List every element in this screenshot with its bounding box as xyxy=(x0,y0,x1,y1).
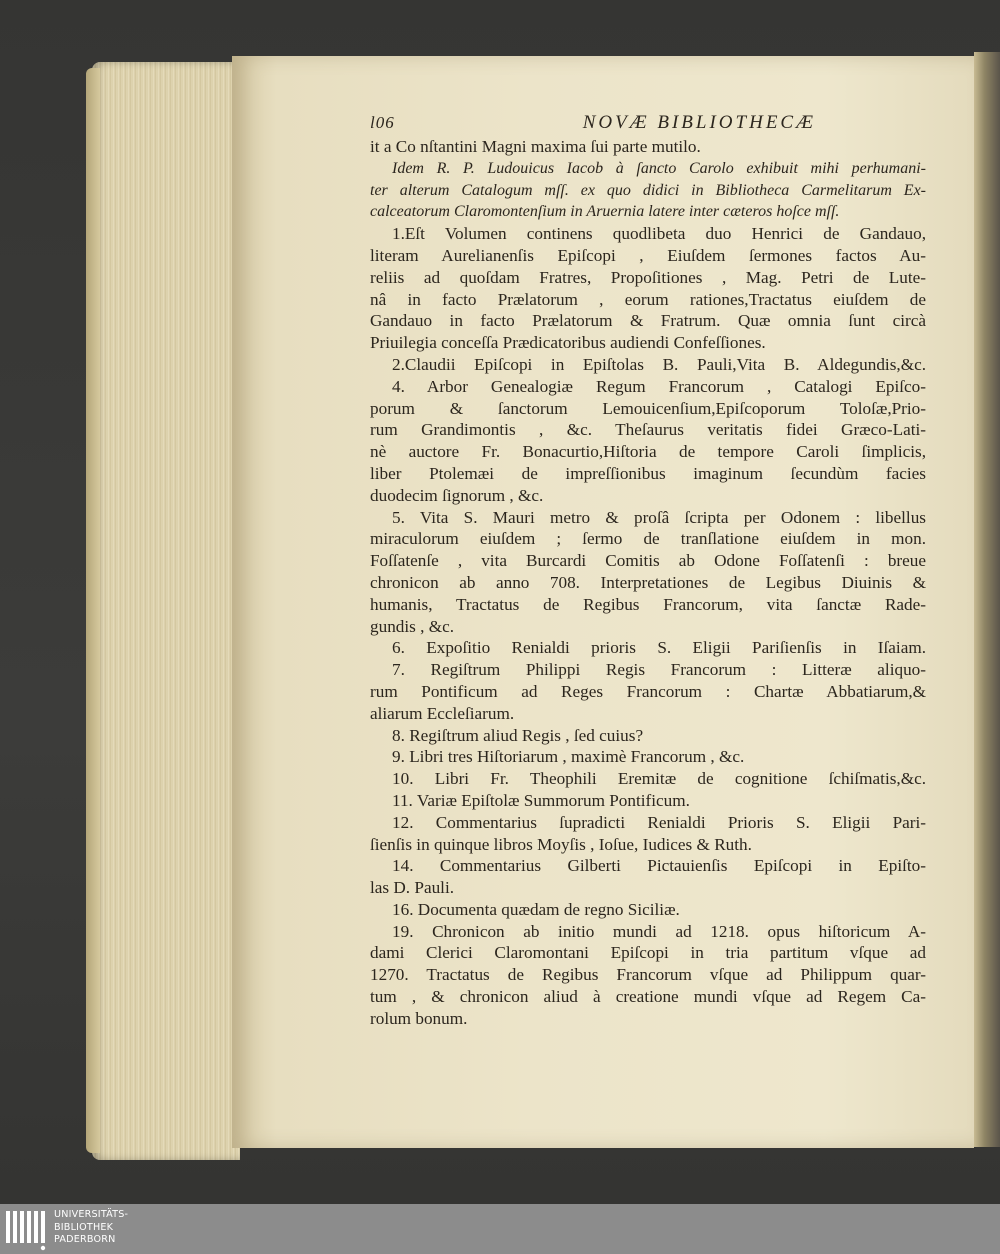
text-line: 9. Libri tres Hiſtoriarum , maximè Francorum , &c. xyxy=(392,747,745,767)
text-lines xyxy=(370,136,926,1030)
text-line: ſienſis in quinque libros Moyſis , Ioſue, Iudices & Ruth. xyxy=(370,834,752,854)
text-line: ter alterum Catalogum mſſ. ex quo didici in Bibliotheca Carmelitarum Ex- xyxy=(370,181,926,199)
text-line: calceatorum Claromontenſium in Aruernia latere inter cæteros hoſce mſſ. xyxy=(370,203,840,221)
running-head: NOVÆ BIBLIOTHECÆ xyxy=(582,112,816,133)
text-line: 2.Claudii Epiſcopi in Epiſtolas B. Pauli,Vita B. Aldegundis,&c. xyxy=(392,354,926,374)
text-line: literam Aurelianenſis Epiſcopi , Eiuſdem ſermones factos Au- xyxy=(370,245,926,265)
text-line: 19. Chronicon ab initio mundi ad 1218. opus hiſtoricum A- xyxy=(392,921,926,941)
library-footer-bar xyxy=(0,1204,1000,1254)
text-line: Foſſatenſe , vita Burcardi Comitis ab Odone Foſſatenſi : breue xyxy=(370,551,926,571)
text-line: gundis , &c. xyxy=(370,616,455,636)
text-line: rum Grandimontis , &c. Theſaurus veritatis fidei Græco-Lati- xyxy=(370,420,926,440)
page-number: Ɩ06 xyxy=(370,113,395,132)
text-line: liber Ptolemæi de impreſſionibus imaginum ſecundùm facies xyxy=(370,463,926,483)
text-line: it a Co nſtantini Magni maxima ſui parte mutilo. xyxy=(370,137,701,156)
text-line: 16. Documenta quædam de regno Siciliæ. xyxy=(392,899,680,919)
text-line: reliis ad quoſdam Fratres, Propoſitiones , Mag. Petri de Lute- xyxy=(370,267,926,287)
text-line: 11. Variæ Epiſtolæ Summorum Pontificum. xyxy=(392,790,690,810)
text-line: Gandauo in facto Prælatorum & Fratrum. Quæ omnia ſunt circà xyxy=(370,311,926,331)
text-line: nè auctore Fr. Bonacurtio,Hiſtoria de tempore Caroli ſimplicis, xyxy=(370,442,926,462)
text-line: 10. Libri Fr. Theophili Eremitæ de cognitione ſchiſmatis,&c. xyxy=(392,769,926,789)
text-line: 4. Arbor Genealogiæ Regum Francorum , Catalogi Epiſco- xyxy=(392,376,926,396)
library-name xyxy=(54,1209,128,1247)
text-line: aliarum Eccleſiarum. xyxy=(370,703,515,723)
library-name-line: PADERBORN xyxy=(54,1234,116,1245)
text-line: porum & ſanctorum Lemouicenſium,Epiſcoporum Toloſæ,Prio- xyxy=(370,398,926,418)
text-line: 8. Regiſtrum aliud Regis , ſed cuius? xyxy=(392,725,644,745)
text-line: 6. Expoſitio Renialdi prioris S. Eligii Pariſienſis in Iſaiam. xyxy=(392,638,926,658)
library-name-line: BIBLIOTHEK xyxy=(54,1221,114,1233)
text-line: chronicon ab anno 708. Interpretationes de Legibus Diuinis & xyxy=(370,572,926,592)
text-line: Idem R. P. Ludouicus Iacob à ſancto Carolo exhibuit mihi perhumani- xyxy=(392,159,926,177)
page-header xyxy=(370,112,926,136)
text-line: miraculorum eiuſdem ; ſermo de tranſlatione eiuſdem in mon. xyxy=(370,529,926,549)
book-page-edges xyxy=(92,62,240,1160)
library-logo-icon xyxy=(4,1207,48,1251)
text-line: Priuilegia conceſſa Prædicatoribus audiendi Confeſſiones. xyxy=(370,333,766,353)
text-line: 5. Vita S. Mauri metro & proſâ ſcripta per Odonem : libellus xyxy=(392,507,926,527)
text-line: 14. Commentarius Gilberti Pictauienſis Epiſcopi in Epiſto- xyxy=(392,856,926,876)
text-line: 12. Commentarius ſupradicti Renialdi Prioris S. Eligii Pari- xyxy=(392,812,926,832)
text-line: rolum bonum. xyxy=(370,1008,468,1028)
text-line: las D. Pauli. xyxy=(370,878,455,898)
text-line: rum Pontificum ad Reges Francorum : Chartæ Abbatiarum,& xyxy=(370,681,926,701)
library-name-line: UNIVERSITÄTS- xyxy=(54,1209,129,1220)
text-line: 7. Regiſtrum Philippi Regis Francorum : Litteræ aliquo- xyxy=(392,660,926,680)
text-line: duodecim ſignorum , &c. xyxy=(370,485,544,505)
book-gutter xyxy=(974,52,1000,1147)
page-text-block xyxy=(370,112,926,1030)
text-line: 1.Eſt Volumen continens quodlibeta duo Henrici de Gandauo, xyxy=(392,224,926,244)
text-line: 1270. Tractatus de Regibus Francorum vſque ad Philippum quar- xyxy=(370,965,926,985)
text-line: nâ in facto Prælatorum , eorum rationes,Tractatus eiuſdem de xyxy=(370,289,926,309)
text-line: dami Clerici Claromontani Epiſcopi in tria partitum vſque ad xyxy=(370,943,926,963)
text-line: humanis, Tractatus de Regibus Francorum, vita ſanctæ Rade- xyxy=(370,594,926,614)
text-line: tum , & chronicon aliud à creatione mundi vſque ad Regem Ca- xyxy=(370,987,926,1007)
